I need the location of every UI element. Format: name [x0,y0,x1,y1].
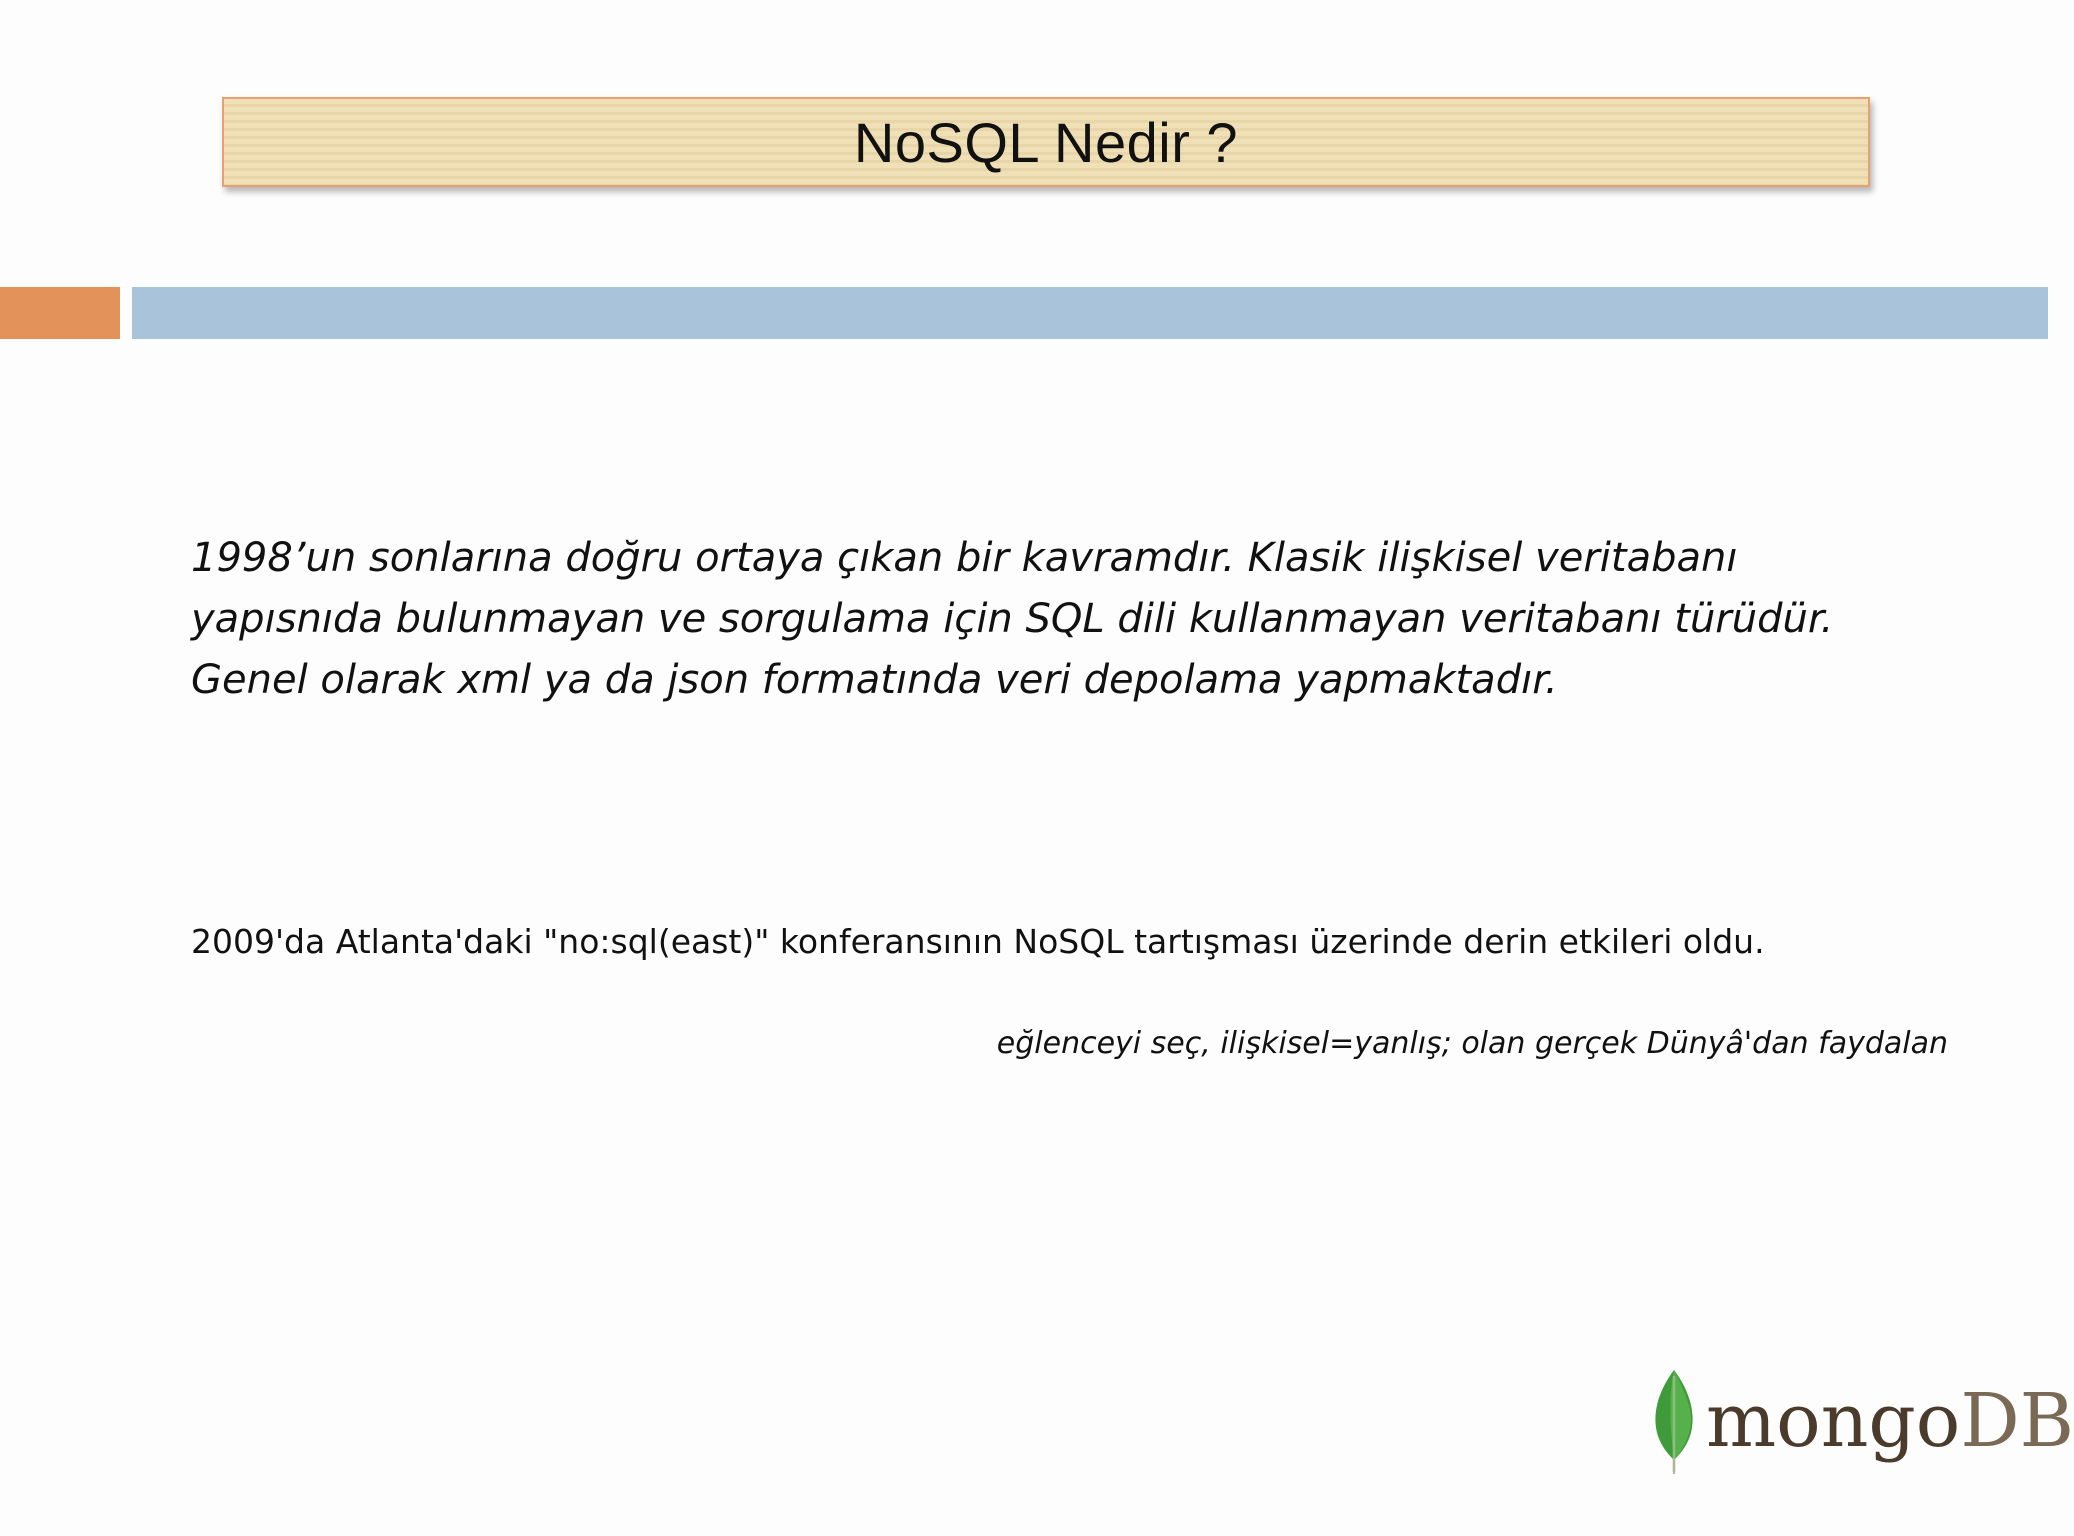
logo-word-mongo: mongo [1706,1378,1961,1464]
definition-line-2: yapısnıda bulunmayan ve sorgulama için SQL dili kullanmayan veritabanı türüdür. [191,596,1834,642]
accent-bar [0,287,120,339]
definition-line-1: 1998’un sonlarına doğru ortaya çıkan bir kavramdır. Klasik ilişkisel veritabanı [191,535,1738,581]
mongodb-logo [1646,1366,2074,1486]
history-paragraph: 2009'da Atlanta'daki "no:sql(east)" konferansının NoSQL tartışması üzerinde derin etkileri oldu. [191,922,1765,961]
definition-line-3: Genel olarak xml ya da json formatında veri depolama yapmaktadır. [191,657,1558,703]
motto-quote: eğlenceyi seç, ilişkisel=yanlış; olan gerçek Dünyâ'dan faydalan [996,1026,1948,1061]
title-banner [222,97,1870,187]
logo-word-db: DB [1960,1378,2074,1464]
header-rule-bar [132,287,2048,339]
leaf-icon [1646,1366,1702,1476]
definition-paragraph [191,528,1891,711]
slide-title: NoSQL Nedir ? [853,110,1239,174]
logo-wordmark [1706,1376,2074,1466]
